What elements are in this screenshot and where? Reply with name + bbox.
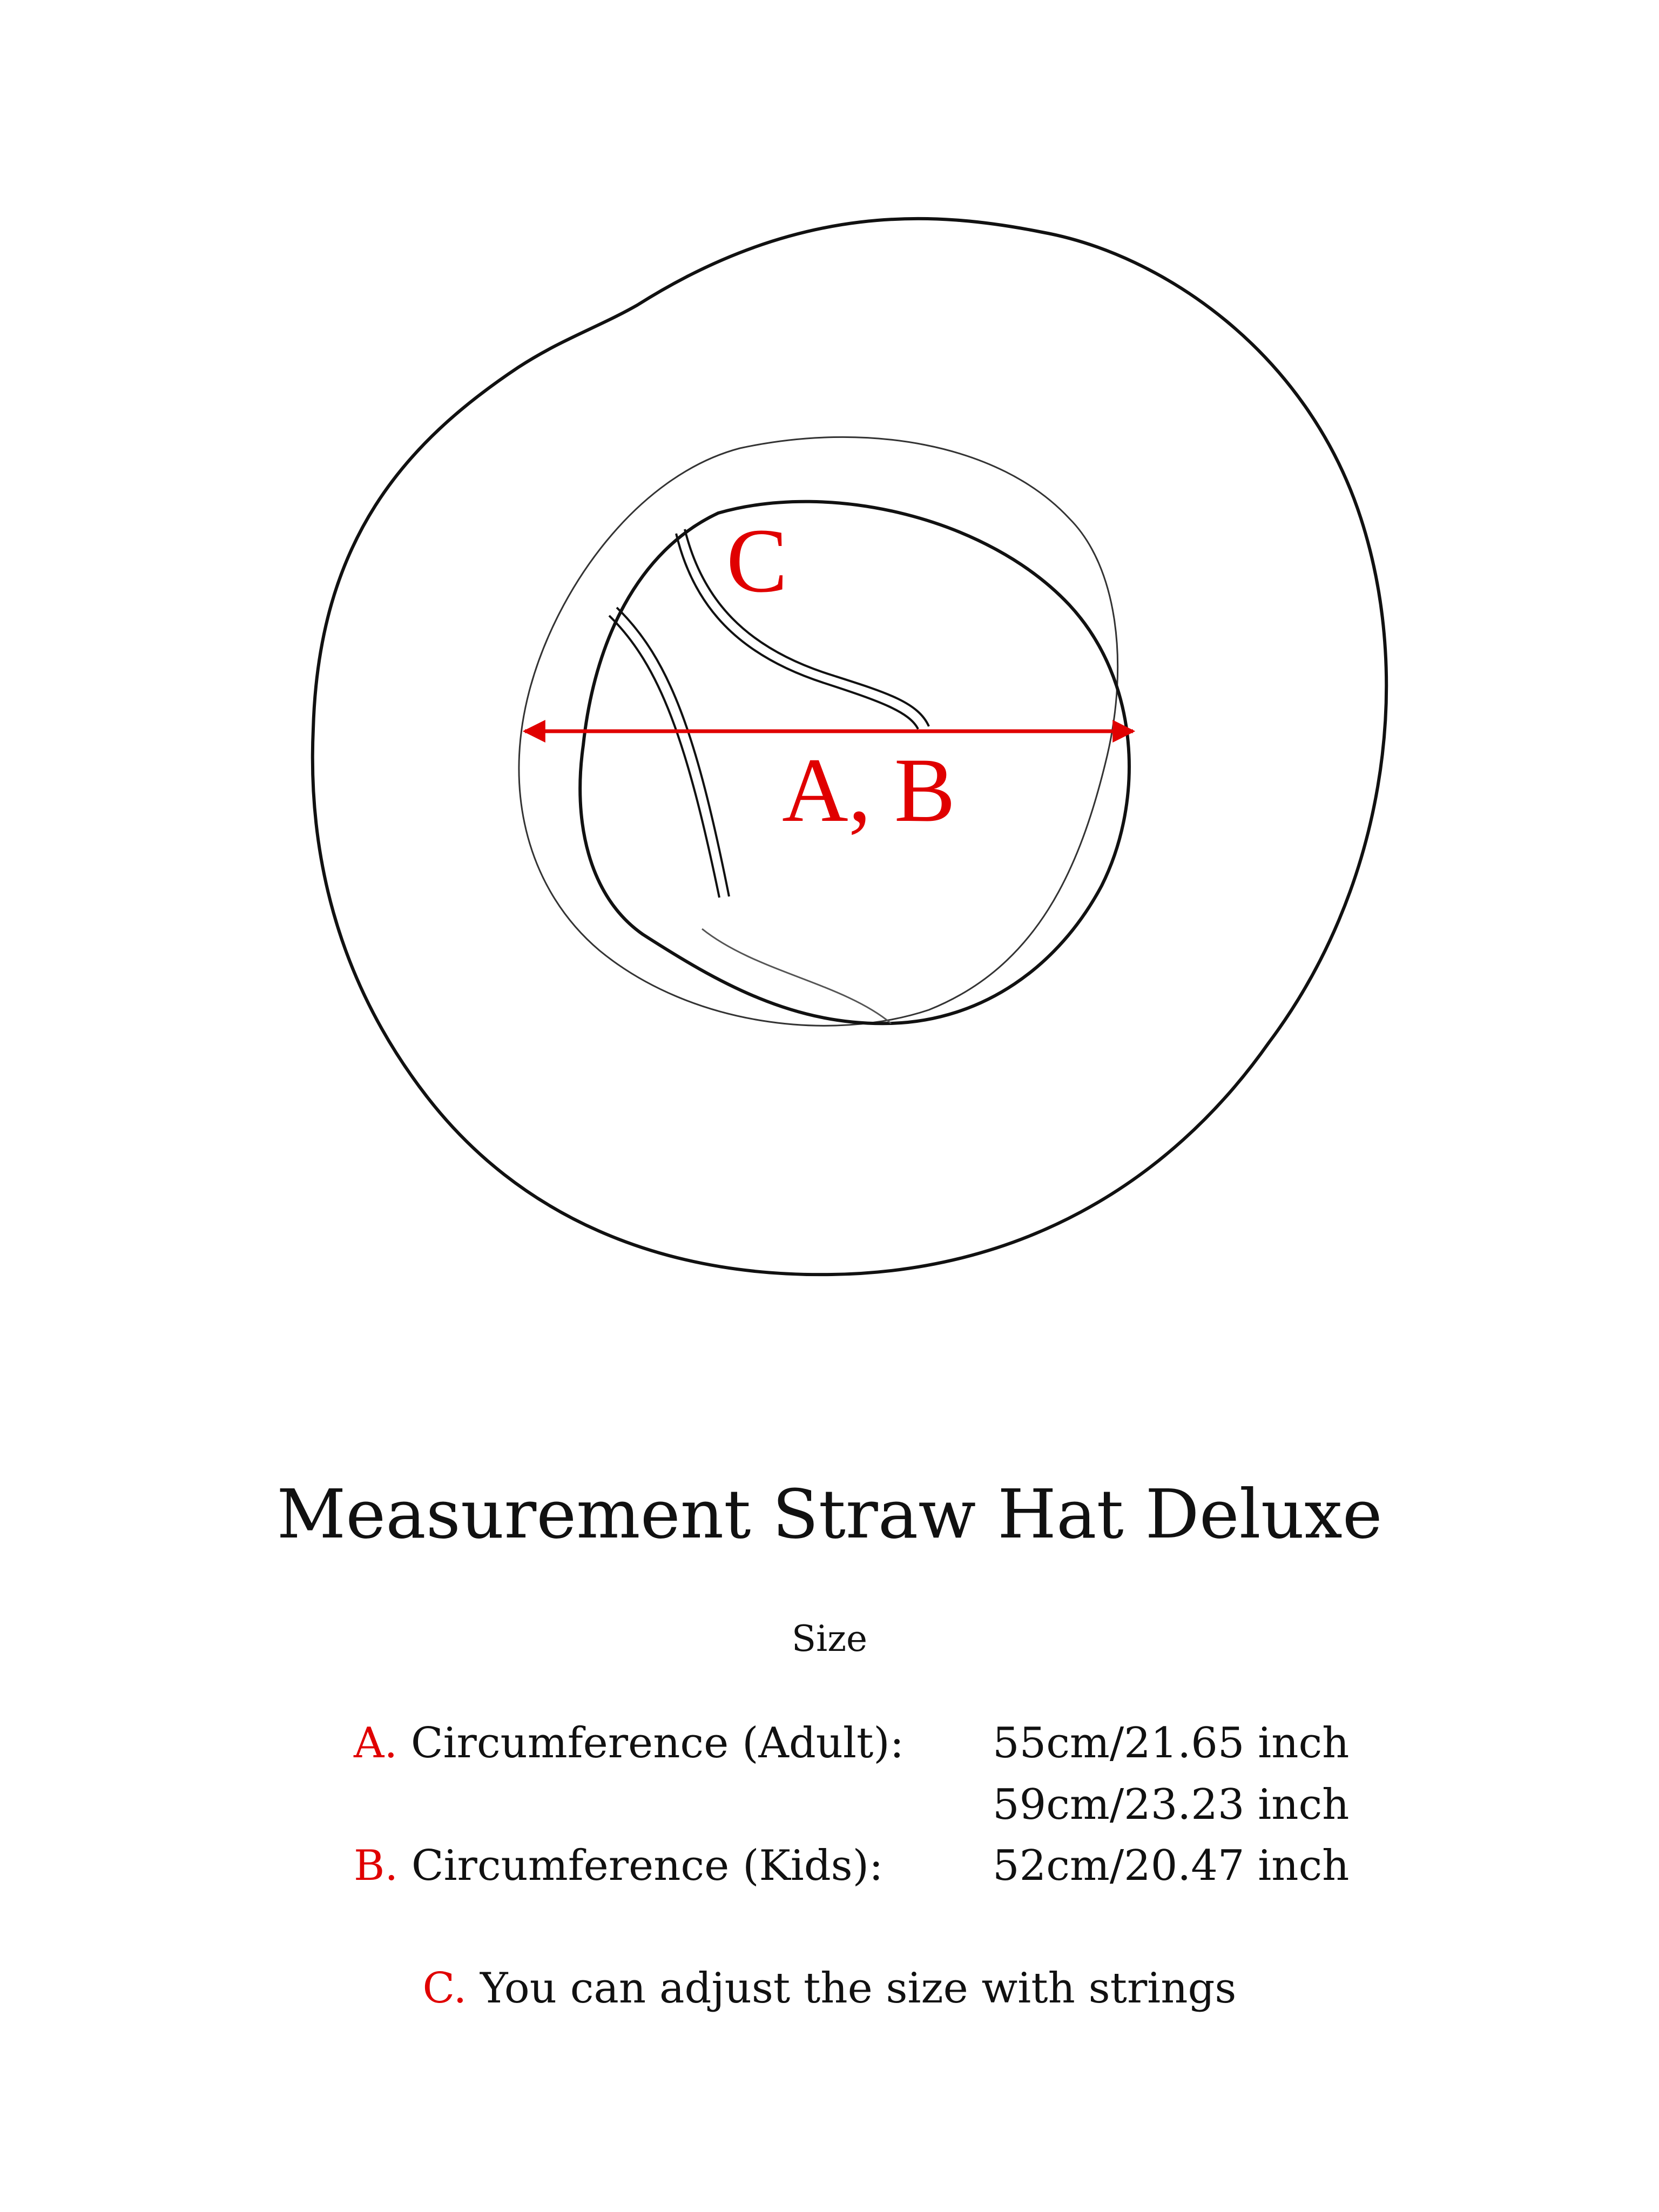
label-a-b: A, B xyxy=(782,739,956,841)
measurement-a-value-2: 59cm/23.23 inch xyxy=(993,1781,1350,1829)
measurement-a-label xyxy=(354,1716,904,1770)
measurement-a-text: Circumference (Adult): xyxy=(410,1719,904,1768)
page-title: Measurement Straw Hat Deluxe xyxy=(276,1475,1382,1554)
size-heading: Size xyxy=(791,1618,868,1660)
measurement-b-label xyxy=(354,1839,883,1893)
hat-crease-line xyxy=(702,929,891,1023)
note-letter: C. xyxy=(422,1964,467,2013)
measurement-b-letter: B. xyxy=(354,1842,399,1890)
measurement-a-letter: A. xyxy=(354,1719,398,1768)
hat-string-c xyxy=(685,529,929,726)
measurement-b-value: 52cm/20.47 inch xyxy=(993,1842,1350,1890)
note-text: You can adjust the size with strings xyxy=(480,1964,1237,2013)
measurement-b-text: Circumference (Kids): xyxy=(411,1842,884,1890)
hat-string-left xyxy=(617,608,729,896)
hat-string-c-edge xyxy=(676,534,918,729)
measurement-a-value-1: 55cm/21.65 inch xyxy=(993,1719,1350,1768)
string-adjust-note xyxy=(0,1961,1659,2015)
label-c: C xyxy=(726,510,788,611)
hat-string-left-edge xyxy=(609,616,719,898)
